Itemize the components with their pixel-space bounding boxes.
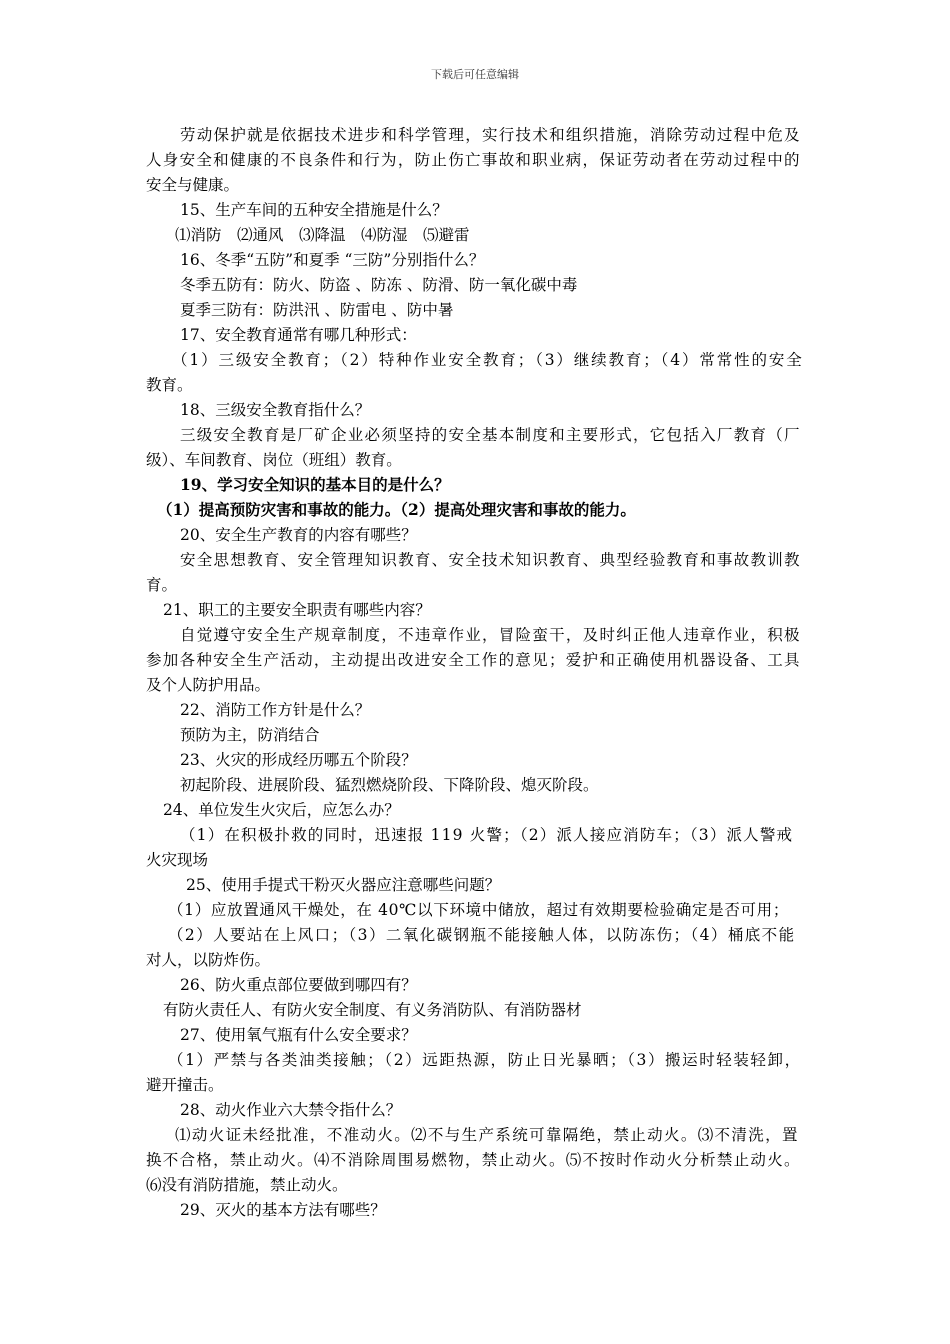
text-line: 对人，以防炸伤。 bbox=[146, 951, 271, 969]
text-line: 避开撞击。 bbox=[146, 1076, 224, 1094]
question-heading: 15、生产车间的五种安全措施是什么？ bbox=[180, 201, 448, 219]
page-header: 下载后可任意编辑 bbox=[431, 68, 519, 81]
question-heading: 16、冬季“五防”和夏季 “三防”分别指什么？ bbox=[180, 251, 485, 269]
text-line: 换不合格，禁止动火。⑷不消除周围易燃物，禁止动火。⑸不按时作动火分析禁止动火。 bbox=[146, 1151, 801, 1169]
text-line: 人身安全和健康的不良条件和行为，防止伤亡事故和职业病，保证劳动者在劳动过程中的 bbox=[146, 151, 801, 169]
text-line: 自觉遵守安全生产规章制度，不违章作业，冒险蛮干，及时纠正他人违章作业，积极 bbox=[180, 626, 801, 644]
text-line: （1）三级安全教育；（2）特种作业安全教育；（3）继续教育；（4）常常性的安全 bbox=[172, 351, 804, 369]
text-line: （1）应放置通风干燥处，在 40℃以下环境中储放，超过有效期要检验确定是否可用； bbox=[168, 901, 790, 919]
text-line: （1）提高预防灾害和事故的能力。（2）提高处理灾害和事故的能力。 bbox=[157, 500, 636, 519]
text-line: ⑴动火证未经批准，不准动火。⑵不与生产系统可靠隔绝，禁止动火。⑶不清洗，置 bbox=[175, 1126, 799, 1144]
text-line: 劳动保护就是依据技术进步和科学管理，实行技术和组织措施，消除劳动过程中危及 bbox=[180, 126, 801, 144]
text-line: 安全思想教育、安全管理知识教育、安全技术知识教育、典型经验教育和事故教训教 bbox=[180, 551, 801, 569]
question-heading: 20、安全生产教育的内容有哪些？ bbox=[180, 526, 417, 544]
text-line: （1）严禁与各类油类接触；（2）远距热源，防止日光暴晒；（3）搬运时轻装轻卸， bbox=[168, 1051, 802, 1069]
question-heading: 23、火灾的形成经历哪五个阶段？ bbox=[180, 751, 417, 769]
text-line: 参加各种安全生产活动，主动提出改进安全工作的意见；爱护和正确使用机器设备、工具 bbox=[146, 651, 801, 669]
question-heading: 22、消防工作方针是什么？ bbox=[180, 701, 371, 719]
question-heading: 21、职工的主要安全职责有哪些内容？ bbox=[163, 601, 431, 619]
text-line: 预防为主，防消结合 bbox=[180, 726, 320, 744]
question-heading: 24、单位发生火灾后，应怎么办？ bbox=[163, 801, 400, 819]
question-heading: 29、灭火的基本方法有哪些？ bbox=[180, 1201, 386, 1219]
text-line: （2）人要站在上风口；（3）二氧化碳钢瓶不能接触人体，以防冻伤；（4）桶底不能 bbox=[168, 926, 796, 944]
text-line: 冬季五防有：防火、防盗 、防冻 、防滑、防一氧化碳中毒 bbox=[180, 276, 578, 294]
question-heading: 26、防火重点部位要做到哪四有？ bbox=[180, 976, 417, 994]
text-line: 火灾现场 bbox=[146, 851, 209, 869]
text-line: 初起阶段、进展阶段、猛烈燃烧阶段、下降阶段、熄灭阶段。 bbox=[180, 776, 599, 794]
text-line: ⑴消防 ⑵通风 ⑶降温 ⑷防湿 ⑸避雷 bbox=[175, 226, 470, 244]
question-heading: 25、使用手提式干粉灭火器应注意哪些问题？ bbox=[186, 876, 501, 894]
text-line: 三级安全教育是厂矿企业必须坚持的安全基本制度和主要形式，它包括入厂教育（厂 bbox=[180, 426, 801, 444]
text-line: 育。 bbox=[146, 576, 178, 594]
text-line: 级）、车间教育、岗位（班组）教育。 bbox=[146, 451, 402, 469]
text-line: 及个人防护用品。 bbox=[146, 676, 271, 694]
text-line: 夏季三防有：防洪汛 、防雷电 、防中暑 bbox=[180, 301, 454, 319]
question-heading: 19、学习安全知识的基本目的是什么？ bbox=[180, 475, 450, 494]
question-heading: 18、三级安全教育指什么？ bbox=[180, 401, 371, 419]
text-line: 有防火责任人、有防火安全制度、有义务消防队、有消防器材 bbox=[163, 1001, 582, 1019]
text-line: ⑹没有消防措施，禁止动火。 bbox=[146, 1176, 348, 1194]
question-heading: 28、动火作业六大禁令指什么？ bbox=[180, 1101, 402, 1119]
question-heading: 17、安全教育通常有哪几种形式： bbox=[180, 326, 417, 344]
question-heading: 27、使用氧气瓶有什么安全要求？ bbox=[180, 1026, 417, 1044]
text-line: 教育。 bbox=[146, 376, 193, 394]
text-line: 安全与健康。 bbox=[146, 176, 240, 194]
text-line: （1）在积极扑救的同时，迅速报 119 火警；（2）派人接应消防车；（3）派人警戒 bbox=[180, 826, 794, 844]
